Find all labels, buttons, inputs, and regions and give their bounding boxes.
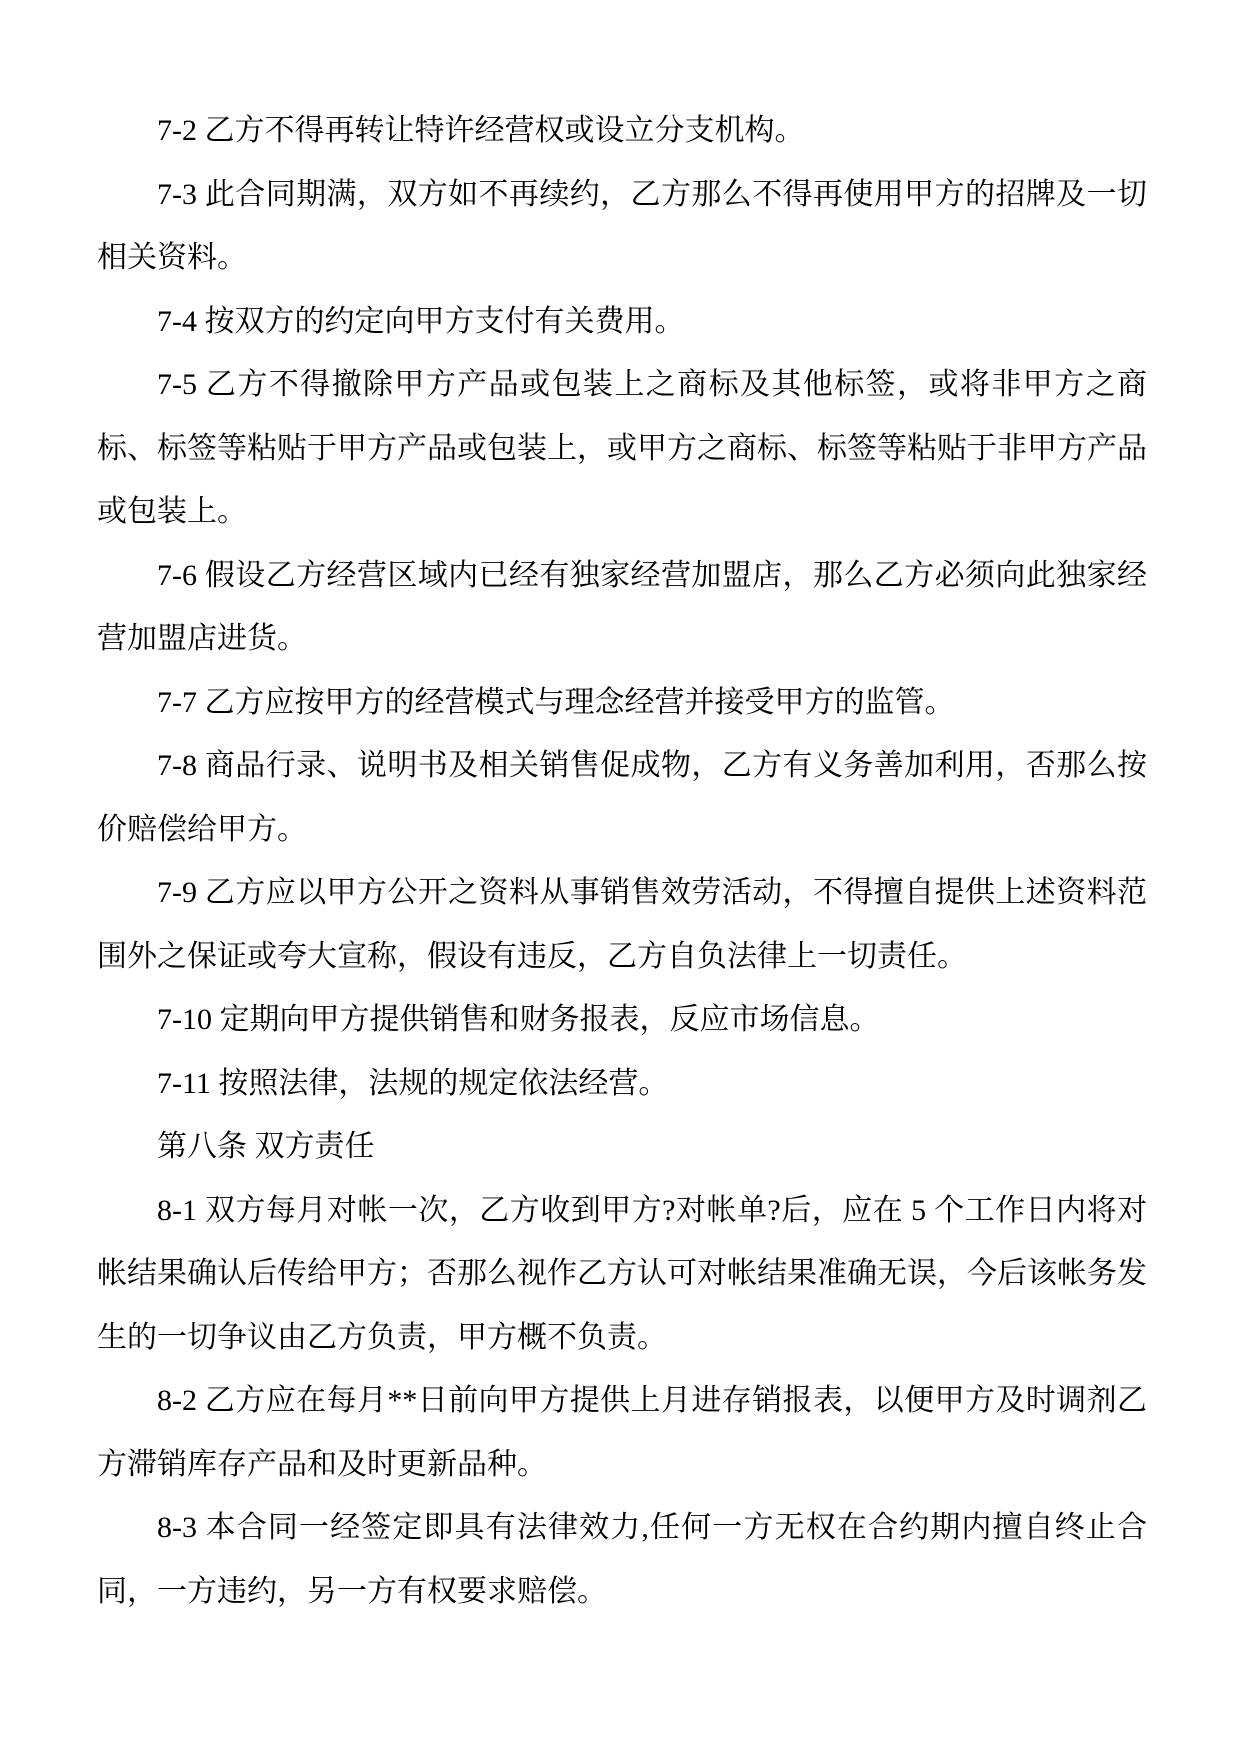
clause-8-1: 8-1 双方每月对帐一次，乙方收到甲方?对帐单?后，应在 5 个工作日内将对帐结果确认后传给甲方；否那么视作乙方认可对帐结果准确无误，今后该帐务发生的一切争议由乙方负责，甲方概不负责。 xyxy=(97,1193,1147,1354)
contract-paragraph-list xyxy=(97,99,1147,1623)
clause-8-3: 8-3 本合同一经签定即具有法律效力,任何一方无权在合约期内擅自终止合同，一方违约，另一方有权要求赔偿。 xyxy=(97,1511,1147,1608)
clause-7-2: 7-2 乙方不得再转让特许经营权或设立分支机构。 xyxy=(157,114,805,147)
clause-7-4: 7-4 按双方的约定向甲方支付有关费用。 xyxy=(157,304,685,338)
clause-8-2: 8-2 乙方应在每月**日前向甲方提供上月进存销报表，以便甲方及时调剂乙方滞销库存产品和及时更新品种。 xyxy=(97,1384,1147,1481)
clause-7-10: 7-10 定期向甲方提供销售和财务报表，反应市场信息。 xyxy=(157,1003,880,1036)
clause-7-5: 7-5 乙方不得撤除甲方产品或包装上之商标及其他标签，或将非甲方之商标、标签等粘贴于甲方产品或包装上，或甲方之商标、标签等粘贴于非甲方产品或包装上。 xyxy=(97,368,1147,528)
article-8-heading: 第八条 双方责任 xyxy=(157,1130,375,1163)
clause-7-9: 7-9 乙方应以甲方公开之资料从事销售效劳活动，不得擅自提供上述资料范围外之保证或夸大宣称，假设有违反，乙方自负法律上一切责任。 xyxy=(97,876,1147,973)
clause-7-8: 7-8 商品行录、说明书及相关销售促成物，乙方有义务善加利用，否那么按价赔偿给甲方。 xyxy=(97,749,1147,846)
clause-7-6: 7-6 假设乙方经营区域内已经有独家经营加盟店，那么乙方必须向此独家经营加盟店进货。 xyxy=(97,558,1147,655)
clause-7-11: 7-11 按照法律，法规的规定依法经营。 xyxy=(157,1066,669,1100)
clause-7-7: 7-7 乙方应按甲方的经营模式与理念经营并接受甲方的监管。 xyxy=(157,685,955,719)
clause-7-3: 7-3 此合同期满，双方如不再续约，乙方那么不得再使用甲方的招牌及一切相关资料。 xyxy=(97,177,1147,274)
